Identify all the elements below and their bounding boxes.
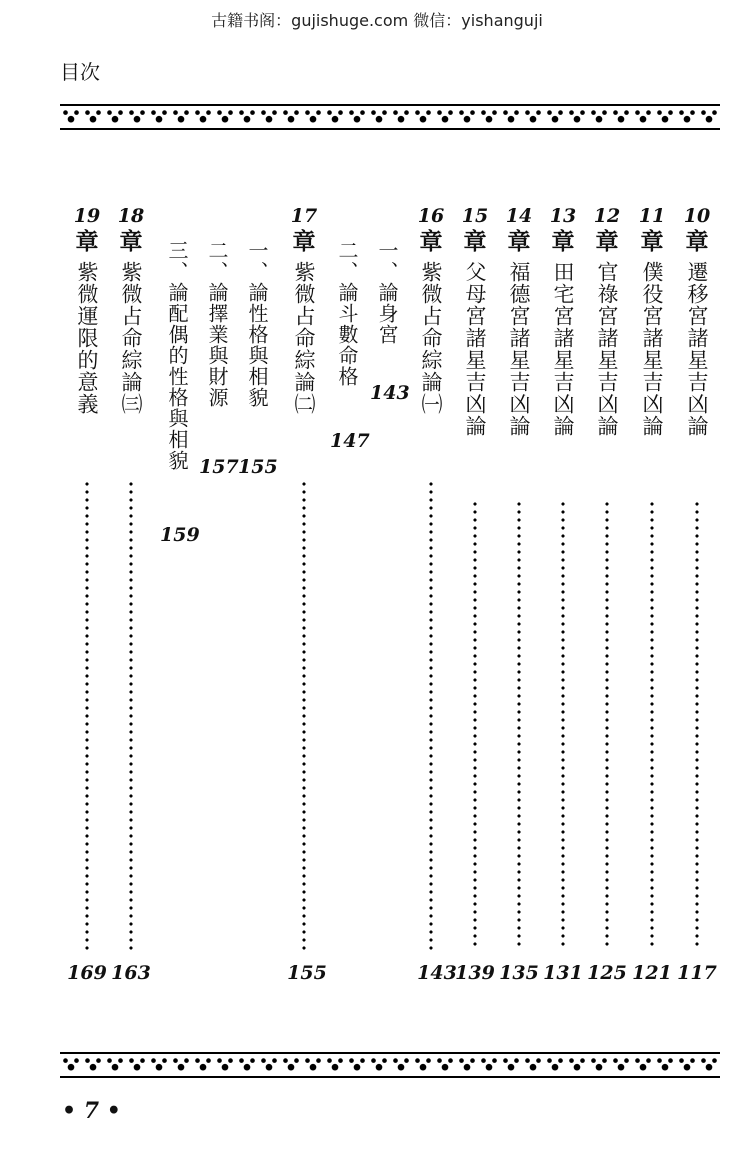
chapter-number: 11 [638,205,666,227]
chapter-15 [458,205,492,437]
subsection-page: 157 [199,456,239,478]
chapter-label: 章 [640,228,664,255]
dot-leader [695,500,699,950]
chapter-label: 章 [292,228,316,255]
chapter-page: 117 [677,962,717,984]
chapter-title: 遷移宮諸星吉凶論 [685,261,709,437]
chapter-page: 143 [417,962,457,984]
chapter-number: 12 [593,205,621,227]
chapter-label: 章 [419,228,443,255]
chapter-17 [287,205,321,415]
chapter-number: 13 [549,205,577,227]
chapter-label: 章 [595,228,619,255]
chapter-13 [546,205,580,437]
dot-leader [302,480,306,950]
chapter-label: 章 [463,228,487,255]
chapter-title: 官祿宮諸星吉凶論 [595,261,619,437]
chapter-title: 父母宮諸星吉凶論 [463,261,487,437]
subsection-title: 二、論擇業與財源 [205,240,229,408]
chapter-number: 19 [73,205,101,227]
chapter-title: 紫微運限的意義 [75,261,99,415]
dot-leader [605,500,609,950]
dot-leader [650,500,654,950]
dot-leader [129,480,133,950]
chapter-18 [114,205,148,415]
subsection-title: 一、論身宮 [375,240,399,345]
chapter-page: 121 [632,962,672,984]
chapter-number: 18 [117,205,145,227]
chapter-page: 155 [287,962,327,984]
chapter-10 [680,205,714,437]
chapter-title: 紫微占命綜論㈢ [119,261,143,415]
watermark: 古籍书阁：gujishuge.com 微信：yishanguji [211,11,543,30]
subsection-17-3 [160,240,194,471]
subsection-16-1 [370,240,404,345]
chapter-19 [70,205,104,415]
subsection-title: 二、論斗數命格 [335,240,359,387]
chapter-number: 10 [683,205,711,227]
chapter-page: 131 [543,962,583,984]
top-ornament-border [60,104,720,130]
subsection-title: 三、論配偶的性格與相貌 [165,240,189,471]
chapter-title: 紫微占命綜論㈡ [292,261,316,415]
chapter-16 [414,205,448,415]
page-number: • 7 • [62,1098,121,1124]
chapter-page: 169 [67,962,107,984]
chapter-page: 125 [587,962,627,984]
chapter-title: 僕役宮諸星吉凶論 [640,261,664,437]
subsection-title: 一、論性格與相貌 [245,240,269,408]
subsection-page: 147 [330,430,370,452]
subsection-17-2 [200,240,234,408]
chapter-page: 135 [499,962,539,984]
chapter-label: 章 [685,228,709,255]
dot-leader [473,500,477,950]
chapter-12 [590,205,624,437]
dot-leader [429,480,433,950]
dot-leader [561,500,565,950]
chapter-page: 163 [111,962,151,984]
page-header: 目次 [60,60,100,84]
dot-leader [517,500,521,950]
chapter-label: 章 [507,228,531,255]
chapter-title: 福德宮諸星吉凶論 [507,261,531,437]
chapter-number: 15 [461,205,489,227]
chapter-14 [502,205,536,437]
chapter-page: 139 [455,962,495,984]
subsection-17-1 [240,240,274,408]
subsection-page: 155 [238,456,278,478]
bottom-ornament-border [60,1052,720,1078]
chapter-title: 紫微占命綜論㈠ [419,261,443,415]
subsection-16-2 [330,240,364,387]
chapter-title: 田宅宮諸星吉凶論 [551,261,575,437]
chapter-label: 章 [75,228,99,255]
chapter-number: 17 [290,205,318,227]
subsection-page: 143 [370,382,410,404]
dot-leader [85,480,89,950]
chapter-11 [635,205,669,437]
subsection-page: 159 [160,524,200,546]
chapter-number: 14 [505,205,533,227]
chapter-label: 章 [551,228,575,255]
chapter-label: 章 [119,228,143,255]
chapter-number: 16 [417,205,445,227]
